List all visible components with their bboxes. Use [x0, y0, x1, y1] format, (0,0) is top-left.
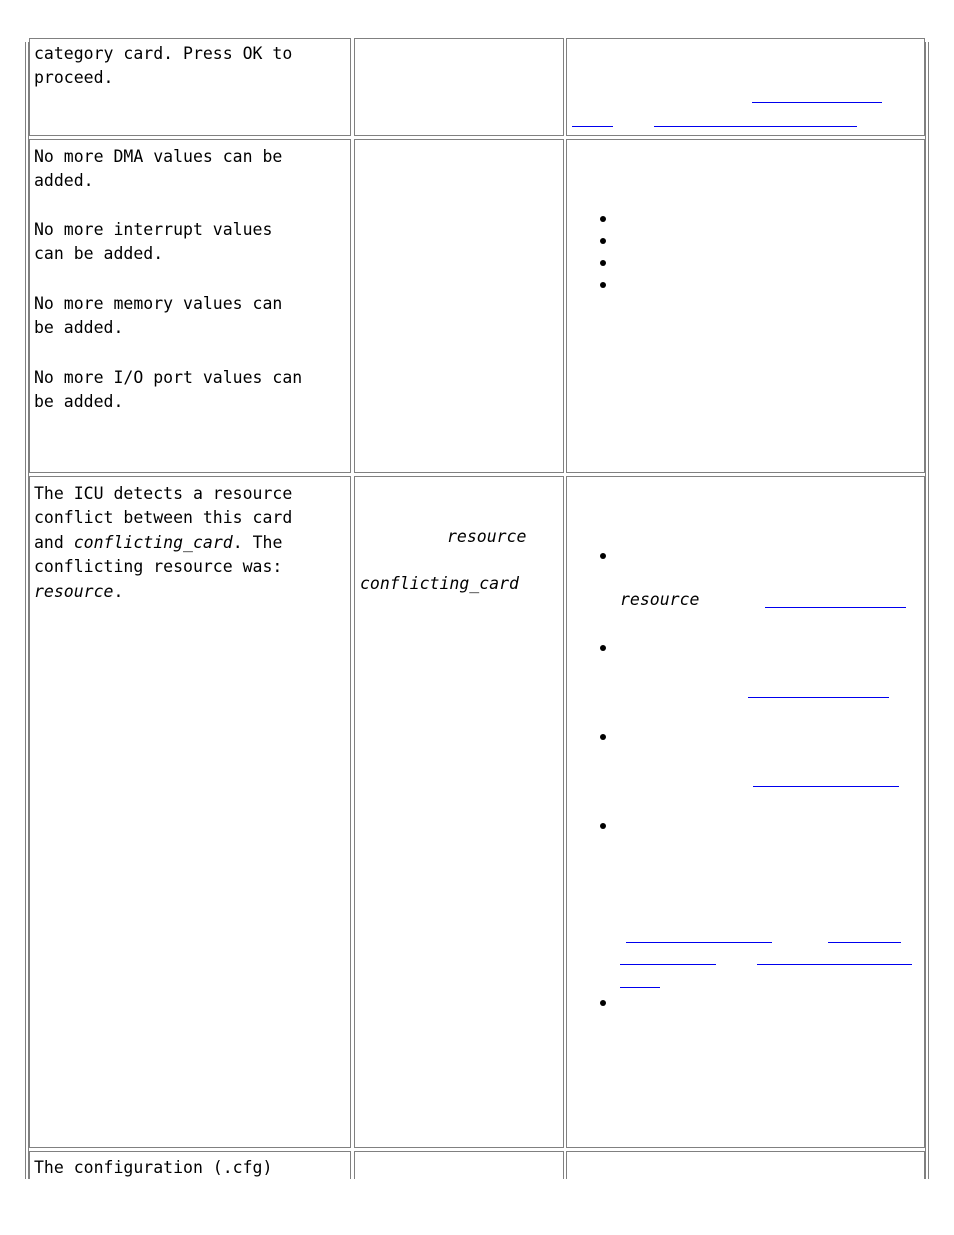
- row3-explanation-conflicting-card: conflicting_card: [360, 574, 519, 593]
- row3-solution-link-5[interactable]: [828, 942, 901, 943]
- row3-solution-bullet: [600, 553, 606, 559]
- row3-solution-link-6[interactable]: [757, 964, 912, 965]
- row2-solution-bullet: [600, 282, 606, 288]
- row3-message-line-5-post: .: [113, 582, 124, 601]
- row3-solution-resource: resource: [620, 590, 700, 609]
- row2-message-interrupt-line-1: No more interrupt values: [34, 220, 273, 239]
- row2-solution-bullet: [600, 238, 606, 244]
- row2-solution-bullet: [600, 260, 606, 266]
- row1-message-cell: [29, 38, 351, 136]
- row3-message-line-4: conflicting resource was:: [34, 557, 283, 576]
- row1-message-line-1: category card. Press OK to: [34, 44, 293, 63]
- row3-message-line-3: [34, 531, 282, 556]
- row1-solution-cell: [566, 38, 925, 136]
- row2-message-dma-line-2: added.: [34, 171, 94, 190]
- row2-message-memory-line-2: be added.: [34, 318, 124, 337]
- page-bottom-margin: [0, 1179, 954, 1235]
- row3-solution-bullet: [600, 1000, 606, 1006]
- row3-solution-cell: [566, 476, 925, 1148]
- row3-message-resource: resource: [34, 582, 114, 601]
- table-right-border-outer: [928, 42, 929, 1179]
- row3-solution-link-2[interactable]: [748, 697, 889, 698]
- row3-solution-bullet: [600, 823, 606, 829]
- row2-message-io-line-2: be added.: [34, 392, 124, 411]
- row2-solution-cell: [566, 139, 925, 473]
- row2-message-io-line-1: No more I/O port values can: [34, 368, 303, 387]
- row3-message-line-1: The ICU detects a resource: [34, 484, 293, 503]
- table-left-border-outer: [25, 42, 26, 1179]
- row2-message-cell: [29, 139, 351, 473]
- row2-explanation-cell: [354, 139, 564, 473]
- row3-message-line-3-pre: and: [34, 533, 74, 552]
- row2-solution-bullet: [600, 216, 606, 222]
- row3-solution-link-5-cont[interactable]: [620, 964, 716, 965]
- row3-message-conflicting-card: conflicting_card: [73, 533, 233, 552]
- row1-explanation-cell: [354, 38, 564, 136]
- row1-solution-link-1-cont[interactable]: [572, 126, 613, 127]
- row3-solution-link-3[interactable]: [753, 786, 899, 787]
- row1-solution-link-1[interactable]: [752, 102, 882, 103]
- row2-message-dma-line-1: No more DMA values can be: [34, 147, 283, 166]
- row3-explanation-resource: resource: [447, 527, 527, 546]
- row1-solution-link-2[interactable]: [654, 126, 857, 127]
- row3-message-line-3-post: . The: [232, 533, 283, 552]
- row2-message-interrupt-line-2: can be added.: [34, 244, 164, 263]
- row3-message-cell: [29, 476, 351, 1148]
- row3-solution-link-6-cont[interactable]: [620, 987, 660, 988]
- row3-solution-link-1[interactable]: [765, 607, 906, 608]
- row3-explanation-cell: [354, 476, 564, 1148]
- row3-solution-bullet: [600, 645, 606, 651]
- row3-solution-bullet: [600, 734, 606, 740]
- table-right-border-inner: [925, 42, 926, 1179]
- row3-message-line-5: [34, 580, 123, 605]
- row3-solution-link-4[interactable]: [626, 942, 772, 943]
- row3-message-line-2: conflict between this card: [34, 508, 293, 527]
- row4-message-line-1: The configuration (.cfg): [34, 1158, 273, 1177]
- row1-message-line-2: proceed.: [34, 68, 114, 87]
- row2-message-memory-line-1: No more memory values can: [34, 294, 283, 313]
